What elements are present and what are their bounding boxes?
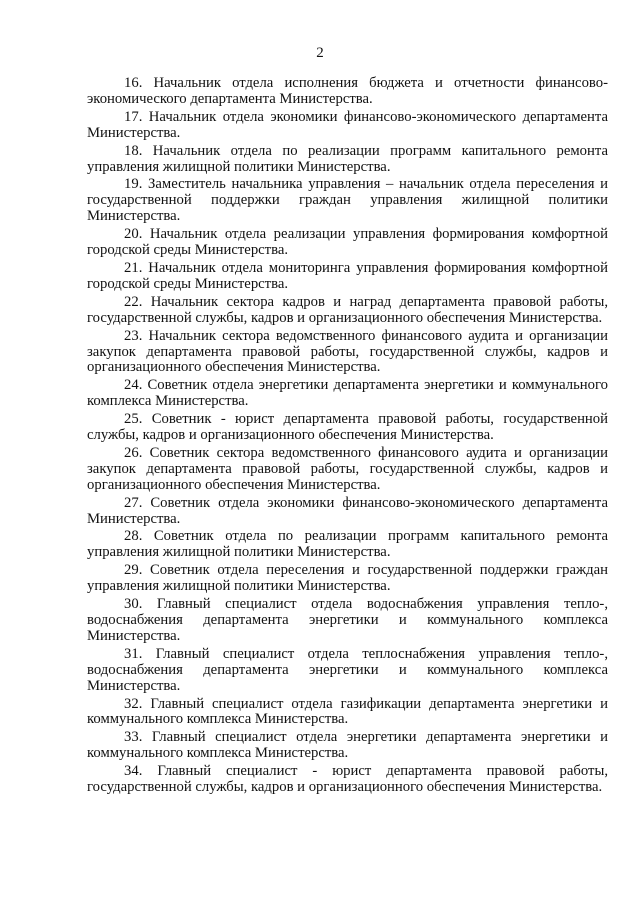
list-item: 33. Главный специалист отдела энергетики департамента энергетики и коммунального комплекса Министерства. [87, 729, 608, 762]
document-body [87, 76, 608, 798]
list-item: 29. Советник отдела переселения и государственной поддержки граждан управления жилищной политики Министерства. [87, 562, 608, 595]
list-item: 26. Советник сектора ведомственного финансового аудита и организации закупок департамента правовой работы, государственной службы, кадров и организационного обеспечения Министерства. [87, 444, 608, 493]
list-item: 19. Заместитель начальника управления – начальник отдела переселения и государственной поддержки граждан управления жилищной политики Министерства. [87, 176, 608, 225]
list-item: 23. Начальник сектора ведомственного финансового аудита и организации закупок департамента правовой работы, государственной службы, кадров и организационного обеспечения Министерства. [87, 327, 608, 376]
list-item: 20. Начальник отдела реализации управления формирования комфортной городской среды Министерства. [87, 226, 608, 259]
list-item: 17. Начальник отдела экономики финансово-экономического департамента Министерства. [87, 108, 608, 141]
list-item: 34. Главный специалист - юрист департамента правовой работы, государственной службы, кадров и организационного обеспечения Министерства. [87, 763, 608, 796]
list-item: 27. Советник отдела экономики финансово-экономического департамента Министерства. [87, 494, 608, 527]
list-item: 24. Советник отдела энергетики департамента энергетики и коммунального комплекса Министерства. [87, 377, 608, 410]
list-item: 31. Главный специалист отдела теплоснабжения управления тепло-, водоснабжения департамента энергетики и коммунального комплекса Министерства. [87, 645, 608, 694]
page-number: 2 [316, 45, 324, 61]
list-item: 18. Начальник отдела по реализации программ капитального ремонта управления жилищной политики Министерства. [87, 142, 608, 175]
list-item: 25. Советник - юрист департамента правовой работы, государственной службы, кадров и организационного обеспечения Министерства. [87, 411, 608, 444]
list-item: 21. Начальник отдела мониторинга управления формирования комфортной городской среды Министерства. [87, 259, 608, 292]
list-item: 22. Начальник сектора кадров и наград департамента правовой работы, государственной службы, кадров и организационного обеспечения Министерства. [87, 293, 608, 326]
list-item: 32. Главный специалист отдела газификации департамента энергетики и коммунального комплекса Министерства. [87, 695, 608, 728]
list-item: 30. Главный специалист отдела водоснабжения управления тепло-, водоснабжения департамента энергетики и коммунального комплекса Министерства. [87, 596, 608, 644]
list-item: 16. Начальник отдела исполнения бюджета и отчетности финансово-экономического департамента Министерства. [87, 75, 608, 107]
list-item: 28. Советник отдела по реализации программ капитального ремонта управления жилищной политики Министерства. [87, 528, 608, 561]
